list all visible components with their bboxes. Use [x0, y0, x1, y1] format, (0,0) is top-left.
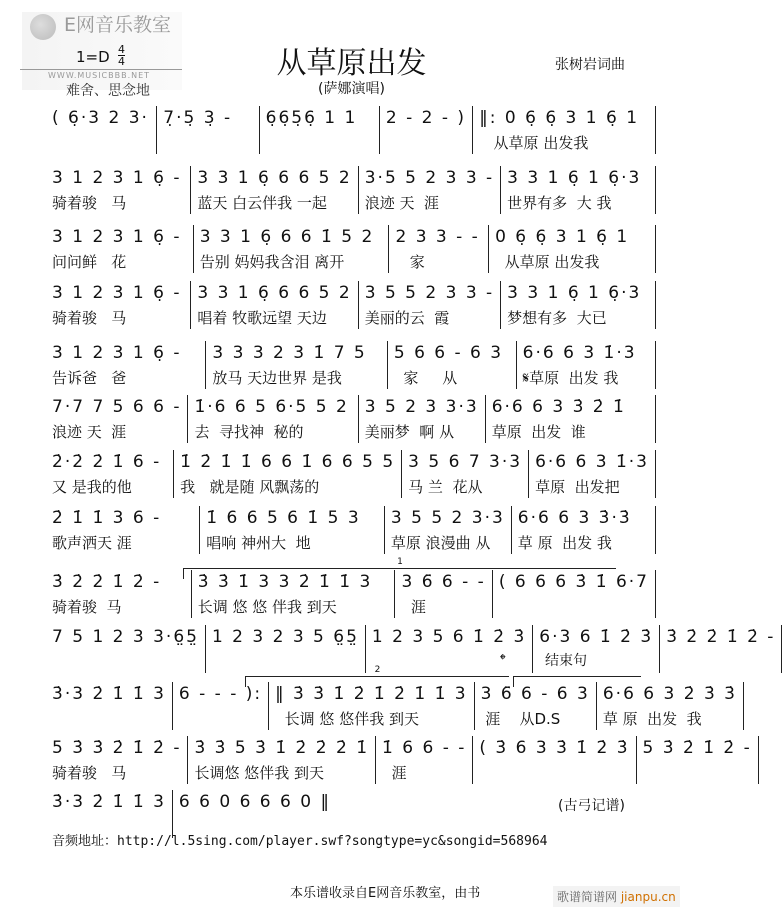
measure-lyrics: 骑着骏 马	[52, 309, 127, 327]
score-line	[52, 506, 656, 554]
measure-notes: 6̣6̣5̣6̣ 1 1	[265, 108, 358, 128]
measure	[269, 682, 474, 730]
measure-notes: ( 6̣·3 2 3·	[52, 108, 149, 128]
measure	[359, 281, 501, 329]
measure-lyrics: 草原 出发把	[535, 478, 620, 496]
measure	[52, 625, 206, 673]
watermark	[553, 886, 680, 907]
measure	[359, 395, 486, 443]
measure-notes: 5 3̇ 3̇ 2̇ 1̇ 2̇ -	[52, 738, 182, 758]
measure	[52, 166, 191, 214]
measure-notes: 3 3 1 6̣ 1 6̣·3	[507, 168, 642, 188]
measure	[52, 682, 173, 730]
measure-notes: 6 - - - ):	[178, 684, 263, 704]
measure-notes: 3̇ 2̇ 2̇ 1̇ 2̇ -	[52, 572, 162, 592]
measure	[52, 570, 192, 618]
measure	[637, 736, 759, 784]
measure-lyrics: 告别 妈妈我含泪 离开	[199, 253, 345, 271]
measure-lyrics: 歌声洒天 涯	[52, 534, 132, 552]
measure-notes: 6 6 0 6 6 6 0 ‖	[178, 792, 331, 812]
measure-notes: 3 3 3 2 3 1̇ 7 5	[212, 343, 367, 363]
notation-source: (古弓记谱)	[558, 798, 625, 814]
measure	[512, 506, 656, 554]
measure-lyrics: 涯	[382, 764, 407, 782]
measure-notes: 3 3 1 6̣ 6 6 5 2	[197, 168, 352, 188]
measure	[473, 106, 656, 154]
measure-lyrics	[266, 130, 373, 154]
measure-notes: 7·7 7 5 6 6 -	[52, 397, 182, 417]
volta-2	[245, 665, 509, 687]
measure-lyrics: 骑着骏 马	[52, 598, 122, 616]
measure-lyrics	[386, 130, 466, 154]
measure	[200, 506, 385, 554]
score-line	[52, 225, 656, 273]
watermark-site: jianpu.cn	[620, 890, 676, 904]
measure-notes: ‖: 0 6̣ 6̣ 3 1 6̣ 1	[479, 108, 640, 128]
measure-lyrics: 骑着骏 马	[52, 194, 127, 212]
measure-notes: 7̣·5̣ 3̣ -	[163, 108, 233, 128]
measure-lyrics	[666, 649, 775, 673]
measure-lyrics: 世界有多 大 我	[507, 194, 612, 212]
measure-notes: 3 5 6 7 3·3	[408, 452, 523, 472]
measure	[597, 682, 744, 730]
measure-lyrics: 草 原 出发 我	[602, 710, 702, 728]
measure-notes: 1̇ 6 6 - -	[382, 738, 467, 758]
measure-lyrics	[52, 649, 199, 673]
measure-lyrics: 放马 天边世界 是我	[212, 369, 342, 387]
measure-lyrics: 草 原 出发 我	[517, 534, 612, 552]
ending-bracket	[513, 676, 641, 687]
measure-notes: 3 1 2 3 1 6̣ -	[52, 283, 182, 303]
meter-top: 4	[118, 43, 125, 56]
measure-notes: 2̇ 1̇ 1̇ 3 6 -	[52, 508, 162, 528]
audio-link[interactable]: 音频地址：http://l.5sing.com/player.swf?songtype=yc&songid=568964	[52, 834, 548, 849]
measure-lyrics: 长调 悠 悠 伴我 到天	[197, 598, 337, 616]
measure	[191, 281, 358, 329]
key-signature: 1=D	[76, 48, 110, 66]
score-line	[52, 281, 656, 329]
measure-notes: ‖ 3̇ 3̇ 1̇ 2̇ 1̇ 2̇ 1̇ 1̇ 3	[275, 684, 468, 704]
logo-text: E网音乐教室	[64, 14, 172, 36]
measure	[501, 281, 656, 329]
logo-url: WWW.MUSICBBB.NET	[48, 71, 151, 80]
measure-lyrics	[643, 760, 752, 784]
measure-notes: 3 3 1 6̣ 1 6̣·3	[507, 283, 642, 303]
measure	[489, 225, 656, 273]
measure	[388, 341, 517, 389]
measure-notes: 3̇·3 2̇ 1̇ 1̇ 3	[52, 792, 166, 812]
measure-notes: 3 5 5 2 3 3 -	[364, 283, 495, 303]
score-line	[52, 450, 656, 498]
measure	[473, 736, 636, 784]
measure-lyrics: 马 兰 花从	[408, 478, 483, 496]
measure-lyrics: 从草原 出发我	[479, 134, 589, 152]
measure	[486, 395, 656, 443]
measure-lyrics: 问问鲜 花	[52, 253, 127, 271]
measure-lyrics: 家 从	[393, 369, 458, 387]
measure-notes: 6·6 6 3 3̇ 2̇ 1̇	[491, 397, 626, 417]
measure-lyrics	[499, 594, 649, 618]
score-line	[52, 166, 656, 214]
measure-lyrics: 梦想有多 大已	[507, 309, 607, 327]
measure-lyrics: 𝄋草原 出发 我	[522, 369, 619, 387]
measure-lyrics	[52, 130, 150, 154]
measure-lyrics: 我 就是随 风飘荡的	[180, 478, 320, 496]
measure-lyrics: 美丽的云 霞	[364, 309, 450, 327]
volta-1-label: 1	[397, 557, 403, 567]
measure-lyrics: 告诉爸 爸	[52, 369, 127, 387]
measure-notes: 2̇·2̇ 2̇ 1̇ 6 -	[52, 452, 162, 472]
measure-lyrics: 涯 从D.S	[480, 710, 561, 728]
measure-lyrics	[179, 706, 262, 730]
measure-notes: 7 5 1 2 3 3·6̤5̤	[52, 627, 199, 647]
measure	[52, 395, 188, 443]
measure	[206, 341, 387, 389]
measure-notes: 3 3 1 6̣ 6 6 1̇ 5 2	[199, 227, 375, 247]
score-line	[52, 736, 752, 784]
measure-notes: 3 6̈ 6 - -	[401, 572, 486, 592]
measure	[157, 106, 259, 154]
measure-notes: 3 3 1 6̣ 6 6 5 2	[197, 283, 352, 303]
measure-notes: 3 1 2 3 1 6̣ -	[52, 168, 182, 188]
measure-lyrics: 美丽梦 啊 从	[364, 423, 455, 441]
measure-notes: 6·6 6 3 3̇·3̇	[517, 508, 632, 528]
measure	[380, 106, 473, 154]
measure	[52, 225, 194, 273]
measure-notes: 3 5 2 3 3·3	[364, 397, 479, 417]
measure	[188, 736, 376, 784]
measure-notes: 1̇ 2̇ 1̇ 1̇ 6 6 1̇ 6 6 5 5	[180, 452, 396, 472]
measure	[52, 106, 157, 154]
measure-notes: 3̇ 3̇ 1̇ 3 3 2̇ 1̇ 1̇ 3	[197, 572, 373, 592]
measure-notes: 6·6 6 3 1̇·3	[522, 343, 637, 363]
author: 张树岩词曲	[555, 57, 625, 73]
measure-lyrics: 草原 浪漫曲 从	[390, 534, 491, 552]
measure	[191, 166, 358, 214]
footer-text: 本乐谱收录自E网音乐教室，由书	[290, 886, 481, 901]
volta-2-label: 2	[374, 665, 381, 675]
measure-lyrics: 草原 出发 谁	[491, 423, 586, 441]
measure	[52, 281, 191, 329]
measure	[529, 450, 656, 498]
measure-lyrics: 唱响 神州大 地	[206, 534, 311, 552]
measure-notes: ( 6 6 6 3̇ 1̇ 6·7	[498, 572, 649, 592]
measure	[475, 682, 597, 730]
measure-lyrics	[479, 760, 629, 784]
measure	[52, 506, 200, 554]
logo-icon	[30, 14, 56, 40]
measure	[52, 341, 206, 389]
measure-notes: 3̇ 3̇ 5 3̇ 1̇ 2̇ 2̇ 2̇ 1̇	[194, 738, 370, 758]
measure	[402, 450, 529, 498]
measure	[517, 341, 656, 389]
measure-lyrics: 去 寻找神 秘的	[194, 423, 304, 441]
tempo-mood: 难舍、思念地	[66, 83, 150, 99]
measure-lyrics: 涯	[401, 598, 427, 616]
measure-notes: 1̇ 6 6 5 6 1̇ 5 3	[206, 508, 361, 528]
measure-lyrics: 从草原 出发我	[495, 253, 600, 271]
watermark-text: 歌谱简谱网	[557, 890, 618, 904]
score-line	[52, 395, 656, 443]
measure-notes: 3 1 2 3 1 6̣ -	[52, 343, 182, 363]
song-title: 从草原出发	[276, 46, 427, 81]
measure-notes: 3 6̈ 6 - 6 3	[480, 684, 590, 704]
measure-notes: 2 3 3 - -	[395, 227, 480, 247]
measure-notes: 1̇·6 6 5 6·5 5 2	[194, 397, 349, 417]
ending-label: 结束句	[545, 653, 587, 669]
measure	[376, 736, 473, 784]
measure-notes: 3 5 5 2 3·3	[390, 508, 505, 528]
performer: (萨娜演唱)	[318, 81, 385, 97]
measure-notes: 3 1 2 3 1 6̣ -	[52, 227, 182, 247]
measure-lyrics: 蓝天 白云伴我 一起	[197, 194, 327, 212]
measure	[52, 736, 188, 784]
measure	[385, 506, 512, 554]
measure-notes: ( 3̇ 6 3 3̇ 1̇ 2̇ 3̇	[479, 738, 630, 758]
measure-lyrics: 又 是我的他	[52, 478, 132, 496]
score-line	[52, 106, 656, 154]
measure	[173, 682, 269, 730]
measure	[260, 106, 380, 154]
measure-lyrics: 家	[395, 253, 425, 271]
measure-notes: 6·6 6 3 2̇ 3̇ 3̇	[602, 684, 737, 704]
measure-notes: 5 6 6 - 6 3	[393, 343, 504, 363]
measure-lyrics	[52, 706, 166, 730]
measure-notes: 1 2 3 5 6 1̇ 2̇ 3̇	[371, 627, 527, 647]
measure-notes: 0 6̣ 6̣ 3 1 6̣ 1	[495, 227, 630, 247]
measure-lyrics: 浪迹 天 涯	[52, 423, 127, 441]
score-line	[52, 341, 656, 389]
measure	[174, 450, 402, 498]
measure-lyrics: 骑着骏 马	[52, 764, 127, 782]
measure-notes: 3̇·3 2̇ 1̇ 1̇ 3	[52, 684, 166, 704]
coda-icon: 𝄌	[500, 650, 506, 669]
measure-notes: 3·5 5 2 3 3 -	[364, 168, 495, 188]
score-line	[52, 682, 737, 730]
measure-lyrics: 唱着 牧歌远望 天边	[197, 309, 327, 327]
measure-notes: 6·6 6 3 1̇·3	[535, 452, 649, 472]
measure-notes: 2 - 2 - )	[385, 108, 466, 128]
measure	[52, 450, 174, 498]
measure-notes: 6·3 6 1̇ 2̇ 3̇	[539, 627, 654, 647]
measure	[660, 625, 782, 673]
measure	[359, 166, 501, 214]
measure	[188, 395, 358, 443]
measure	[194, 225, 390, 273]
measure-lyrics: 长调悠 悠伴我 到天	[194, 764, 324, 782]
measure-lyrics	[163, 130, 252, 154]
measure-notes: 3̇ 2̇ 2̇ 1̇ 2̇ -	[666, 627, 776, 647]
measure-lyrics: 长调 悠 悠伴我 到天	[275, 710, 419, 728]
volta-1	[183, 557, 616, 579]
measure	[389, 225, 489, 273]
measure-notes: 1 2 3 2 3 5 6̤5̤	[211, 627, 359, 647]
measure-notes: 5 3̇ 2̇ 1̇ 2̇ -	[642, 738, 752, 758]
meter-bottom: 4	[118, 55, 125, 68]
measure	[501, 166, 656, 214]
measure-lyrics: 浪迹 天 涯	[364, 194, 440, 212]
